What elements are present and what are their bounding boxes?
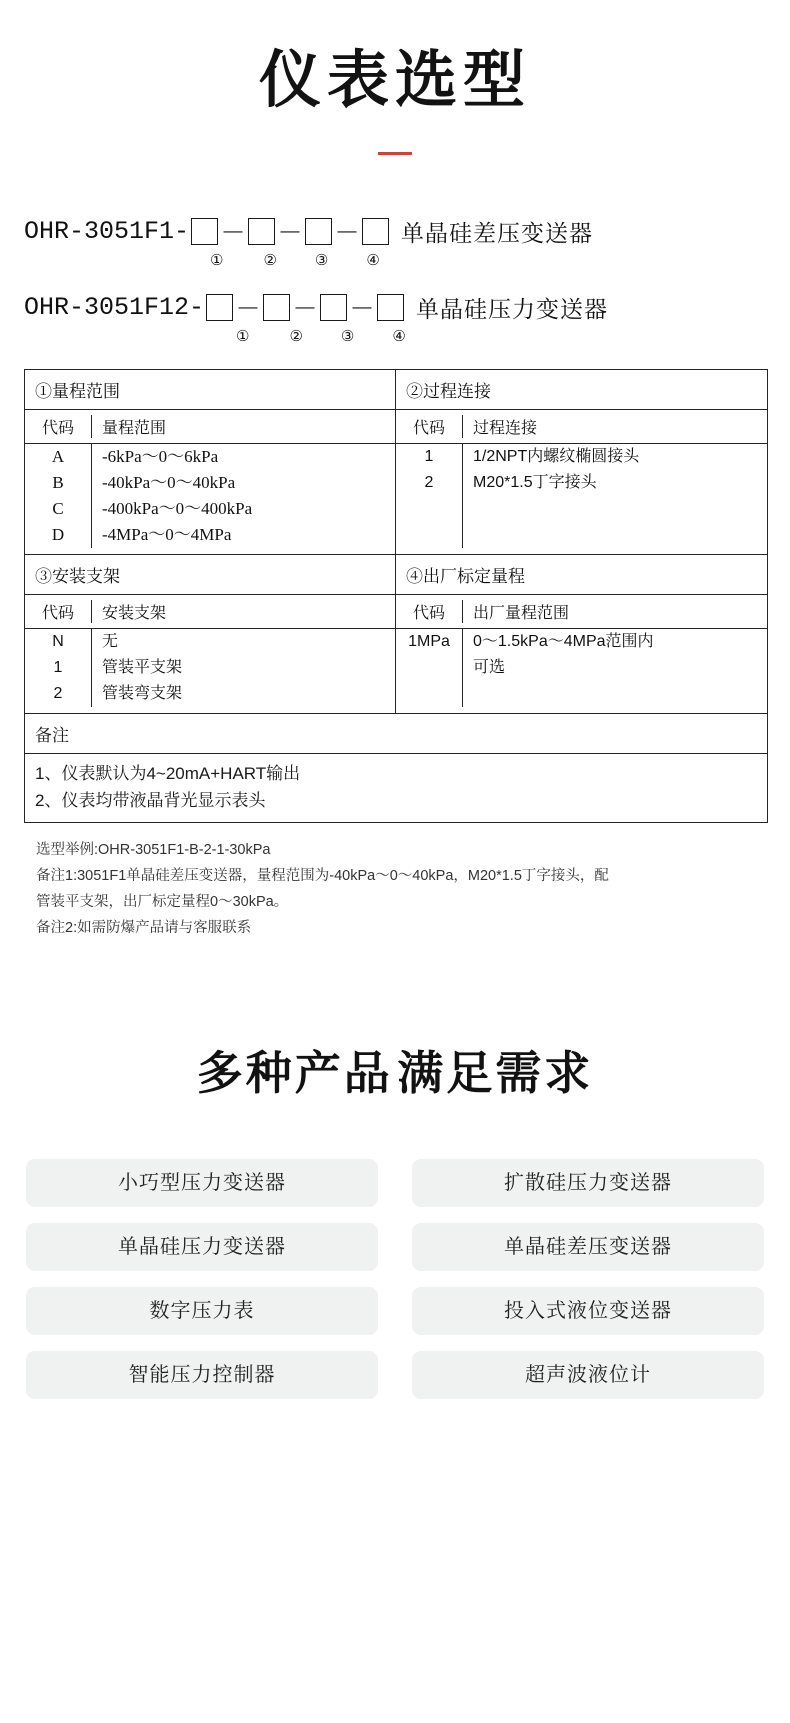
table-row [25, 655, 395, 681]
model2-box-1[interactable] [206, 294, 233, 321]
row-code: C [25, 496, 92, 522]
model2-markers [24, 327, 790, 353]
row-value: 无 [102, 633, 119, 651]
row-value: 管装弯支架 [102, 685, 183, 703]
example-line: 管装平支架，出厂标定量程0～30kPa。 [36, 894, 289, 911]
model2-box-4[interactable] [377, 294, 404, 321]
spec-section-bracket-header [25, 595, 395, 629]
spec-note-body [25, 754, 767, 822]
row-value: -400kPa～0～400kPa [102, 499, 253, 519]
spec-section-process-header [396, 410, 767, 444]
table-row [396, 470, 767, 496]
model1-box-1[interactable] [191, 218, 218, 245]
row-value: M20*1.5丁字接头 [473, 474, 597, 492]
model1-marker-1: ① [210, 252, 224, 270]
table-row [25, 522, 395, 548]
model1-marker-2: ② [263, 252, 277, 270]
col-header-value: 安装支架 [102, 605, 167, 623]
row-value: 1/2NPT内螺纹椭圆接头 [473, 448, 640, 466]
model1-dash-1: － [220, 220, 246, 250]
spec-section-process-title: ②过程连接 [396, 370, 767, 410]
row-value: 可选 [473, 659, 506, 677]
product-chip-7[interactable]: 智能压力控制器 [26, 1351, 378, 1399]
product-chip-1[interactable]: 小巧型压力变送器 [26, 1159, 378, 1207]
product-chip-8[interactable]: 超声波液位计 [412, 1351, 764, 1399]
table-row [396, 655, 767, 681]
spec-row-top [25, 370, 767, 554]
col-header-code: 代码 [396, 600, 463, 623]
col-header-code: 代码 [396, 415, 463, 438]
model2-marker-1: ① [236, 328, 250, 346]
spec-section-range-header [25, 410, 395, 444]
model-row-1 [24, 211, 790, 251]
product-chip-5[interactable]: 数字压力表 [26, 1287, 378, 1335]
spec-section-factory-title: ④出厂标定量程 [396, 555, 767, 595]
example-line: 选型举例:OHR-3051F1-B-2-1-30kPa [36, 842, 271, 859]
spec-note-line: 1、仪表默认为4~20mA+HART输出 [35, 764, 301, 784]
model-code-1: OHR-3051F1- [24, 216, 190, 246]
page-title: 仪表选型 [258, 43, 531, 116]
row-value: 0～1.5kPa～4MPa范围内 [473, 633, 654, 651]
spec-section-range-title: ①量程范围 [25, 370, 395, 410]
row-code: A [25, 444, 92, 470]
bottom-spacer [0, 1399, 790, 1519]
products-heading-left: 多种产品 [196, 1046, 393, 1101]
model1-box-2[interactable] [248, 218, 275, 245]
product-chip-2[interactable]: 扩散硅压力变送器 [412, 1159, 764, 1207]
row-code: B [25, 470, 92, 496]
spec-section-process-rows [396, 444, 767, 554]
title-divider [378, 152, 412, 155]
product-chip-3[interactable]: 单晶硅压力变送器 [26, 1223, 378, 1271]
model1-markers [24, 251, 790, 277]
model-code-2: OHR-3051F12- [24, 292, 205, 322]
model-row-2 [24, 287, 790, 327]
model2-box-2[interactable] [263, 294, 290, 321]
col-header-code: 代码 [25, 415, 92, 438]
row-code: D [25, 522, 92, 548]
table-row-spacer [396, 522, 767, 548]
model2-dash-3: － [349, 296, 375, 326]
model2-marker-2: ② [289, 328, 303, 346]
spec-section-range-rows [25, 444, 395, 554]
selection-example [36, 837, 754, 941]
model2-box-3[interactable] [320, 294, 347, 321]
product-chip-6[interactable]: 投入式液位变送器 [412, 1287, 764, 1335]
model2-dash-2: － [292, 296, 318, 326]
row-value: -6kPa～0～6kPa [102, 447, 219, 467]
model1-box-3[interactable] [305, 218, 332, 245]
row-value: 管装平支架 [102, 659, 183, 677]
row-value: -4MPa～0～4MPa [102, 525, 232, 545]
col-header-code: 代码 [25, 600, 92, 623]
model-suffix-1: 单晶硅差压变送器 [401, 219, 594, 246]
spec-section-factory-header [396, 595, 767, 629]
model2-marker-3: ③ [340, 328, 355, 346]
model2-dash-1: － [235, 296, 261, 326]
header [0, 0, 790, 155]
table-row [25, 444, 395, 470]
model1-marker-4: ④ [366, 252, 380, 270]
table-row-spacer [396, 681, 767, 707]
row-code: 1 [396, 444, 463, 470]
model1-dash-3: － [334, 220, 360, 250]
selection-spec-table [24, 369, 768, 823]
row-value: -40kPa～0～40kPa [102, 473, 236, 493]
model2-marker-4: ④ [392, 328, 406, 346]
model-suffix-2: 单晶硅压力变送器 [416, 295, 609, 322]
example-line: 备注2:如需防爆产品请与客服联系 [36, 920, 252, 937]
model1-marker-3: ③ [314, 252, 329, 270]
row-code: 2 [25, 681, 92, 707]
table-row [25, 496, 395, 522]
spec-note-title: 备注 [25, 713, 767, 754]
table-row-spacer [396, 496, 767, 522]
model-code-area [0, 211, 790, 353]
spec-note-line: 2、仪表均带液晶背光显示表头 [35, 791, 266, 811]
spec-section-bracket-title: ③安装支架 [25, 555, 395, 595]
spec-section-process-connection [396, 370, 767, 554]
spec-section-bracket-rows [25, 629, 395, 713]
products-heading [0, 1037, 790, 1103]
model1-box-4[interactable] [362, 218, 389, 245]
table-row [25, 681, 395, 707]
row-code [396, 655, 463, 681]
row-code: 1 [25, 655, 92, 681]
spec-section-range [25, 370, 396, 554]
row-code: 1MPa [396, 629, 463, 655]
table-row [396, 629, 767, 655]
row-code: 2 [396, 470, 463, 496]
spec-section-bracket [25, 555, 396, 713]
spec-section-factory-rows [396, 629, 767, 713]
spec-section-factory-range [396, 555, 767, 713]
table-row [396, 444, 767, 470]
col-header-value: 出厂量程范围 [473, 605, 570, 623]
table-row [25, 470, 395, 496]
product-list [0, 1103, 790, 1399]
product-chip-4[interactable]: 单晶硅差压变送器 [412, 1223, 764, 1271]
row-code: N [25, 629, 92, 655]
spec-row-bottom [25, 554, 767, 713]
col-header-value: 过程连接 [473, 420, 538, 438]
products-heading-right: 满足需求 [397, 1046, 594, 1101]
table-row [25, 629, 395, 655]
model1-dash-2: － [277, 220, 303, 250]
example-line: 备注1:3051F1单晶硅差压变送器，量程范围为-40kPa～0～40kPa，M20*1.5丁字接头，配 [36, 868, 609, 885]
col-header-value: 量程范围 [102, 420, 167, 438]
